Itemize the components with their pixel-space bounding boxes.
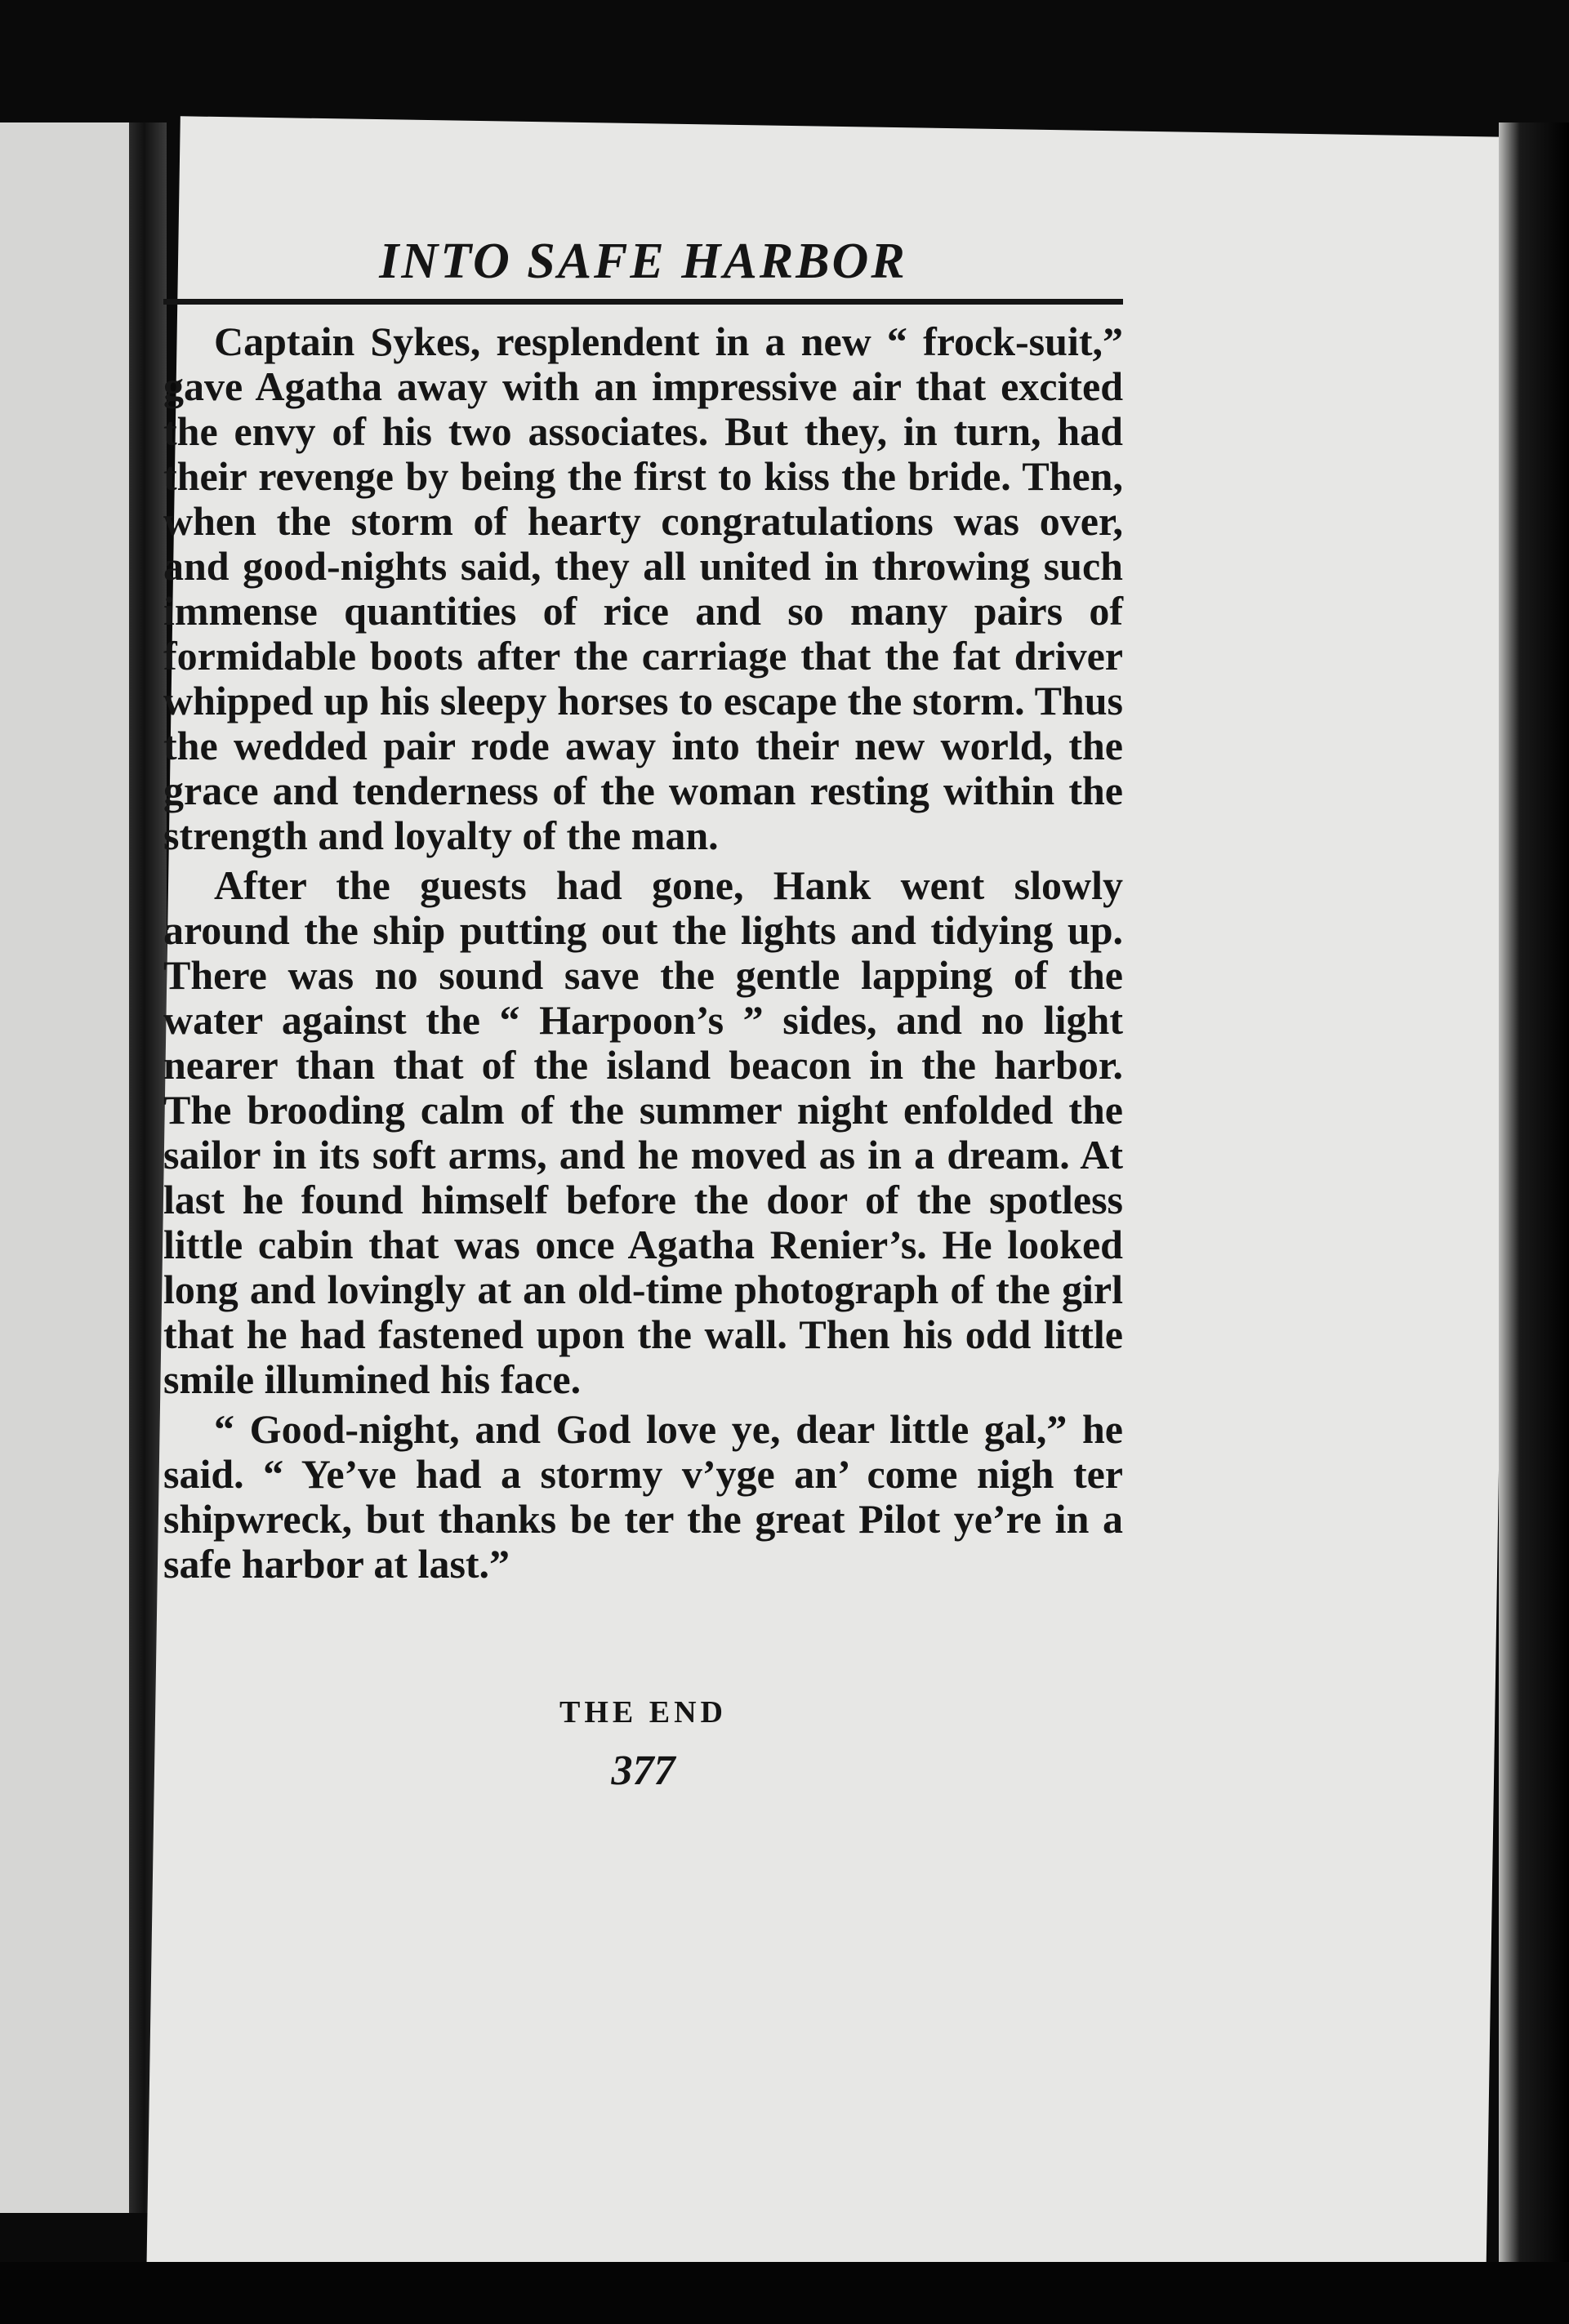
- paragraph-2: After the guests had gone, Hank went slowly around the ship putting out the lights and tidying up. There was no sound save the gentle lapping of the water against the “ Harpoon’s ” sides, and no light nearer than that of the island beacon in the harbor. The brooding calm of the summer night enfolded the sailor in its soft arms, and he moved as in a dream. At last he found himself before the door of the spotless little cabin that was once Agatha Renier’s. He looked long and lovingly at an old-time photograph of the girl that he had fastened upon the wall. Then his odd little smile illumined his face.: [163, 862, 1123, 1402]
- bottom-shadow: [0, 2262, 1569, 2324]
- right-page-shadow: [1499, 122, 1569, 2324]
- page-number: 377: [611, 1747, 675, 1794]
- facing-page-edge: [0, 122, 135, 2213]
- header-rule: [163, 299, 1123, 305]
- running-head: INTO SAFE HARBOR: [379, 234, 907, 289]
- the-end-label: THE END: [559, 1695, 727, 1730]
- page-content: [163, 233, 1123, 1795]
- paragraph-3: “ Good-night, and God love ye, dear little gal,” he said. “ Ye’ve had a stormy v’yge an’ come nigh ter shipwreck, but thanks be ter the great Pilot ye’re in a safe harbor at last.”: [163, 1406, 1123, 1587]
- paragraph-1: Captain Sykes, resplendent in a new “ frock-suit,” gave Agatha away with an impressive air that excited the envy of his two associates. But they, in turn, had their revenge by being the first to kiss the bride. Then, when the storm of hearty congratulations was over, and good-nights said, they all united in throwing such immense quantities of rice and so many pairs of formidable boots after the carriage that the fat driver whipped up his sleepy horses to escape the storm. Thus the wedded pair rode away into their new world, the grace and tenderness of the woman resting within the strength and loyalty of the man.: [163, 318, 1123, 858]
